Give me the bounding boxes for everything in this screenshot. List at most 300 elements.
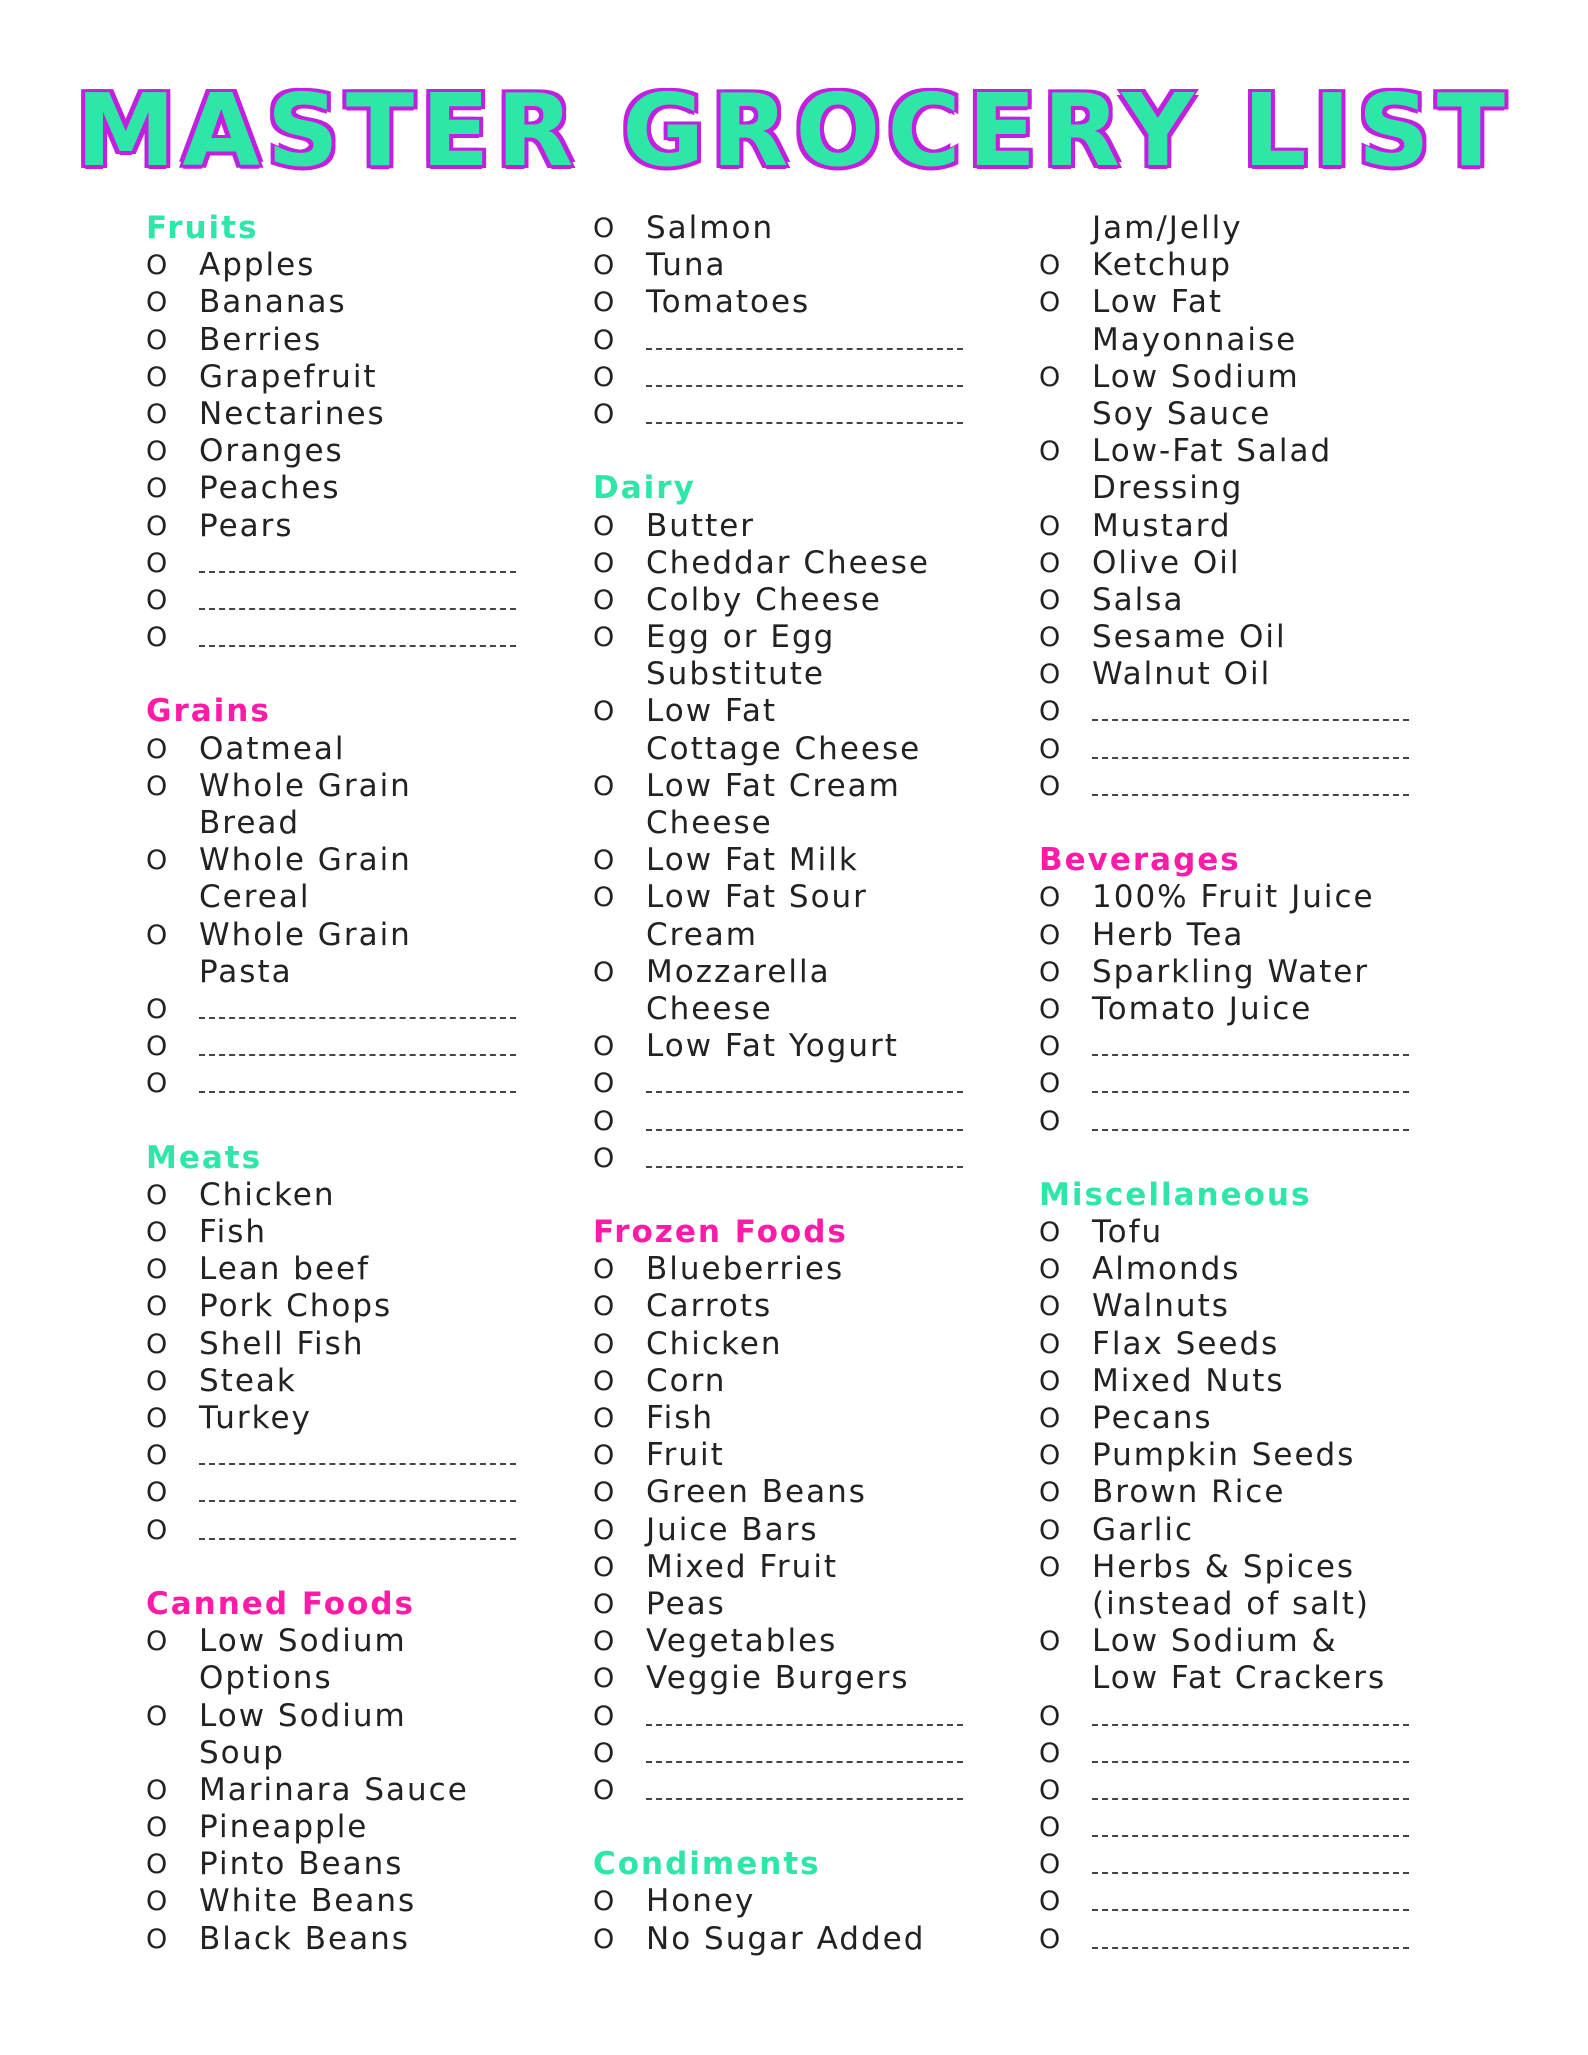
blank-entry-line [593,1065,1023,1102]
section-heading: Canned Foods [146,1585,415,1622]
list-item-label: Herb Tea [1092,916,1245,953]
write-in-blank[interactable] [646,1761,963,1763]
checkbox-circle-icon[interactable]: O [593,882,615,914]
checkbox-circle-icon[interactable]: O [593,622,615,654]
list-item-label: Steak [199,1362,297,1399]
checkbox-circle-icon[interactable]: O [1039,1365,1061,1397]
write-in-blank[interactable] [1092,1724,1409,1726]
checkbox-circle-icon[interactable]: O [1039,1923,1061,1955]
list-item [1039,991,1469,1028]
list-item-label: Chicken [199,1176,336,1213]
blank-entry-line [593,396,1023,433]
checkbox-circle-icon[interactable]: O [593,1105,615,1137]
checkbox-circle-icon[interactable]: O [1039,770,1061,802]
checkbox-circle-icon[interactable]: O [1039,1737,1061,1769]
write-in-blank[interactable] [199,571,516,573]
list-item-label: Mixed Nuts [1092,1362,1285,1399]
list-item-label: Cheddar Cheese [646,544,930,581]
checkbox-circle-icon[interactable]: O [593,1365,615,1397]
checkbox-circle-icon[interactable]: O [593,1514,615,1546]
checkbox-circle-icon[interactable]: O [146,1403,168,1434]
checkbox-circle-icon[interactable]: O [593,398,615,430]
checkbox-circle-icon[interactable]: O [593,1291,615,1323]
checkbox-circle-icon[interactable]: O [1039,1291,1061,1323]
checkbox-circle-icon[interactable]: O [1039,1328,1061,1360]
list-item-label: Corn [646,1362,727,1399]
list-item-label: Low Fat [646,693,778,730]
checkbox-circle-icon[interactable]: O [1039,547,1061,579]
checkbox-circle-icon[interactable]: O [146,1700,168,1732]
write-in-blank[interactable] [199,608,516,610]
write-in-blank[interactable] [1092,1091,1409,1093]
list-item-label: Mayonnaise [1092,321,1298,358]
checkbox-circle-icon[interactable]: O [146,1626,168,1658]
checkbox-circle-icon[interactable]: O [146,919,168,951]
blank-entry-line [146,619,576,656]
checkbox-circle-icon[interactable]: O [593,1254,615,1286]
checkbox-circle-icon[interactable]: O [1039,733,1061,765]
checkbox-circle-icon[interactable]: O [593,250,615,282]
section-spacer [146,1549,576,1586]
checkbox-circle-icon[interactable]: O [593,547,615,579]
write-in-blank[interactable] [646,385,963,387]
list-item-label: Low Sodium [199,1697,407,1734]
list-item [146,1772,576,1809]
list-item [593,1586,1023,1623]
list-item [1039,1400,1469,1437]
checkbox-circle-icon[interactable]: O [146,733,168,765]
write-in-blank[interactable] [1092,1872,1409,1874]
checkbox-circle-icon[interactable]: O [146,1923,168,1955]
blank-entry-line [593,1735,1023,1772]
section-heading: Condiments [593,1846,821,1883]
blank-entry-line [146,1437,576,1474]
checkbox-circle-icon[interactable]: O [1039,1068,1061,1100]
checkbox-circle-icon[interactable]: O [146,1179,168,1211]
list-item [593,1028,1023,1065]
list-item-label: Pecans [1092,1400,1213,1436]
list-item [1039,1288,1469,1325]
section-spacer [146,1103,576,1140]
checkbox-circle-icon[interactable]: O [593,696,615,728]
list-item-label: Veggie Burgers [646,1660,910,1697]
list-item-continuation [1039,1660,1469,1697]
section-spacer [593,433,1023,470]
list-item-continuation [1039,470,1469,507]
blank-entry-line [1039,1809,1469,1846]
write-in-blank[interactable] [1092,757,1409,759]
checkbox-circle-icon[interactable]: O [1039,1254,1061,1286]
list-item [593,1883,1023,1920]
list-item [593,954,1023,991]
checkbox-circle-icon[interactable]: O [1039,622,1061,654]
checkbox-circle-icon[interactable]: O [146,398,168,430]
checkbox-circle-icon[interactable]: O [1039,696,1061,728]
write-in-blank[interactable] [646,1166,963,1168]
list-item-label: Flax Seeds [1092,1325,1280,1362]
checkbox-circle-icon[interactable]: O [146,547,168,579]
checkbox-circle-icon[interactable]: O [1039,956,1061,988]
list-item-label: 100% Fruit Juice [1092,879,1375,916]
checkbox-circle-icon[interactable]: O [593,510,615,542]
list-item-label: Oranges [199,433,344,470]
list-item-label: Cheese [646,805,773,841]
checkbox-circle-icon[interactable]: O [146,993,168,1025]
checkbox-circle-icon[interactable]: O [1039,659,1061,691]
list-item-continuation [593,991,1023,1028]
list-item [1039,582,1469,619]
checkbox-circle-icon[interactable]: O [593,287,615,319]
write-in-blank[interactable] [1092,1947,1409,1949]
list-item [1039,545,1469,582]
list-item [593,284,1023,321]
list-item [146,1883,576,1920]
write-in-blank[interactable] [646,1798,963,1800]
list-item-label: Bread [199,805,301,841]
list-item-continuation [593,805,1023,842]
blank-entry-line [593,1772,1023,1809]
checkbox-circle-icon[interactable]: O [146,622,168,654]
list-item [1039,1474,1469,1511]
list-item [593,210,1023,247]
checkbox-circle-icon[interactable]: O [1039,1217,1061,1249]
list-item [146,1251,576,1288]
list-item-label: Marinara Sauce [199,1771,469,1808]
list-item [1039,433,1469,470]
list-item-continuation [1039,396,1469,433]
checkbox-circle-icon[interactable]: O [1039,1700,1061,1732]
list-item [1039,954,1469,991]
write-in-blank[interactable] [199,645,516,647]
checkbox-circle-icon[interactable]: O [146,1477,168,1509]
checkbox-circle-icon[interactable]: O [146,1217,168,1249]
blank-entry-line [1039,1103,1469,1140]
list-item-label: Low Fat Sour [646,879,868,916]
list-item [593,1288,1023,1325]
checkbox-circle-icon[interactable]: O [593,1403,615,1434]
list-item [146,1288,576,1325]
blank-entry-line [593,359,1023,396]
checkbox-circle-icon[interactable]: O [593,1328,615,1360]
checkbox-circle-icon[interactable]: O [1039,1403,1061,1434]
list-item [593,545,1023,582]
checkbox-circle-icon[interactable]: O [1039,919,1061,951]
list-item [146,1177,576,1214]
list-item-label: Brown Rice [1092,1474,1286,1511]
list-item-label: Fish [646,1400,714,1436]
checkbox-circle-icon[interactable]: O [593,1700,615,1732]
list-item [593,693,1023,730]
list-item-continuation [146,805,576,842]
list-item-label: Sesame Oil [1092,619,1287,656]
checkbox-circle-icon[interactable]: O [146,1886,168,1918]
blank-entry-line [593,1140,1023,1177]
list-item-label: Peas [646,1585,726,1622]
checkbox-circle-icon[interactable]: O [1039,510,1061,542]
checkbox-circle-icon[interactable]: O [593,1551,615,1583]
blank-entry-line [1039,768,1469,805]
list-item-label: Pork Chops [199,1288,393,1325]
list-item-label: Low Sodium & [1092,1623,1338,1660]
checkbox-circle-icon[interactable]: O [593,1886,615,1918]
checkbox-circle-icon[interactable]: O [146,770,168,802]
list-item [593,1623,1023,1660]
checkbox-circle-icon[interactable]: O [1039,287,1061,319]
list-item [593,619,1023,656]
list-item-continuation [146,1660,576,1697]
write-in-blank[interactable] [199,1538,516,1540]
list-column-3 [1039,210,1469,1958]
write-in-blank[interactable] [1092,1129,1409,1131]
list-item [146,508,576,545]
checkbox-circle-icon[interactable]: O [146,1254,168,1286]
checkbox-circle-icon[interactable]: O [593,770,615,802]
checkbox-circle-icon[interactable]: O [146,584,168,616]
write-in-blank[interactable] [646,1091,963,1093]
write-in-blank[interactable] [646,422,963,424]
list-item [146,470,576,507]
list-item-continuation [146,954,576,991]
list-item [593,1437,1023,1474]
list-item-label: Tomatoes [646,284,811,321]
list-item-label: Grapefruit [199,358,378,395]
write-in-blank[interactable] [199,1017,516,1019]
list-item-label: Cottage Cheese [646,730,922,767]
blank-entry-line [146,1065,576,1102]
list-item-label: Green Beans [646,1474,867,1511]
section-spacer [593,1177,1023,1214]
checkbox-circle-icon[interactable]: O [593,1588,615,1620]
checkbox-circle-icon[interactable]: O [593,324,615,356]
list-item [1039,284,1469,321]
list-item-label: Nectarines [199,395,386,432]
list-item-label: Low Sodium [199,1623,407,1660]
checkbox-circle-icon[interactable]: O [1039,1440,1061,1472]
list-item-label: Walnut Oil [1092,656,1272,693]
list-item-label: Low-Fat Salad [1092,433,1333,470]
list-item-label: Honey [646,1883,756,1920]
list-item [593,1512,1023,1549]
checkbox-circle-icon[interactable]: O [146,510,168,542]
list-item [1039,656,1469,693]
checkbox-circle-icon[interactable]: O [593,1031,615,1063]
list-item-label: Pasta [199,953,293,990]
list-item-continuation [593,731,1023,768]
list-item-label: Berries [199,321,323,358]
checkbox-circle-icon[interactable]: O [146,1365,168,1397]
list-item-label: Juice Bars [646,1511,819,1548]
checkbox-circle-icon[interactable]: O [593,213,615,244]
write-in-blank[interactable] [646,1724,963,1726]
list-item [1039,1326,1469,1363]
checkbox-circle-icon[interactable]: O [146,1440,168,1472]
write-in-blank[interactable] [1092,1798,1409,1800]
checkbox-circle-icon[interactable]: O [1039,1477,1061,1509]
list-item-label: No Sugar Added [646,1920,926,1957]
checkbox-circle-icon[interactable]: O [146,250,168,282]
blank-entry-line [1039,1921,1469,1958]
section-heading: Beverages [1039,842,1241,879]
list-item-label: Whole Grain [199,842,412,879]
section-spacer [146,656,576,693]
write-in-blank[interactable] [199,1054,516,1056]
list-item-label: Carrots [646,1288,773,1325]
checkbox-circle-icon[interactable]: O [1039,250,1061,282]
checkbox-circle-icon[interactable]: O [146,1031,168,1063]
list-item [593,1549,1023,1586]
list-item [593,1251,1023,1288]
list-item-continuation [1039,322,1469,359]
list-item-label: Mixed Fruit [646,1548,839,1585]
list-item-label: Dressing [1092,470,1244,507]
list-item-label: Colby Cheese [646,581,882,618]
list-item [146,1363,576,1400]
list-item-label: White Beans [199,1883,417,1920]
list-item [146,433,576,470]
blank-entry-line [1039,1028,1469,1065]
checkbox-circle-icon[interactable]: O [593,845,615,877]
list-item [1039,1251,1469,1288]
write-in-blank[interactable] [1092,1909,1409,1911]
checkbox-circle-icon[interactable]: O [1039,1626,1061,1658]
list-item [1039,1214,1469,1251]
list-item [146,1326,576,1363]
list-item [593,1921,1023,1958]
list-item [1039,359,1469,396]
checkbox-circle-icon[interactable]: O [146,845,168,877]
blank-entry-line [593,1698,1023,1735]
list-item [593,1660,1023,1697]
page-title: MASTER GROCERY LIST [76,72,1512,189]
list-item-label: Jam/Jelly [1092,210,1243,246]
checkbox-circle-icon[interactable]: O [1039,1514,1061,1546]
checkbox-circle-icon[interactable]: O [1039,361,1061,393]
write-in-blank[interactable] [646,1129,963,1131]
checkbox-circle-icon[interactable]: O [593,1440,615,1472]
list-item [593,1326,1023,1363]
list-item [146,247,576,284]
checkbox-circle-icon[interactable]: O [146,436,168,468]
list-item [146,322,576,359]
write-in-blank[interactable] [1092,1054,1409,1056]
checkbox-circle-icon[interactable]: O [593,1068,615,1100]
list-item [593,842,1023,879]
list-item [146,359,576,396]
checkbox-circle-icon[interactable]: O [593,1142,615,1174]
checkbox-circle-icon[interactable]: O [593,1663,615,1695]
write-in-blank[interactable] [1092,794,1409,796]
list-item [1039,247,1469,284]
checkbox-circle-icon[interactable]: O [1039,882,1061,914]
list-item-label: Soy Sauce [1092,395,1272,432]
list-item-label: Options [199,1660,333,1697]
checkbox-circle-icon[interactable]: O [146,361,168,393]
list-item-label: Sparkling Water [1092,953,1370,990]
list-item-label: Herbs & Spices [1092,1548,1356,1585]
blank-entry-line [146,1512,576,1549]
checkbox-circle-icon[interactable]: O [146,1328,168,1360]
write-in-blank[interactable] [199,1091,516,1093]
checkbox-circle-icon[interactable]: O [593,1737,615,1769]
blank-entry-line [1039,1735,1469,1772]
list-item-label: Turkey [199,1400,312,1436]
list-item-label: Shell Fish [199,1325,365,1362]
list-item-label: Walnuts [1092,1288,1230,1325]
list-item [146,396,576,433]
checkbox-circle-icon[interactable]: O [1039,436,1061,468]
write-in-blank[interactable] [1092,1835,1409,1837]
checkbox-circle-icon[interactable]: O [146,324,168,356]
list-item-label: Salmon [646,210,775,246]
checkbox-circle-icon[interactable]: O [146,1514,168,1546]
checkbox-circle-icon[interactable]: O [593,1923,615,1955]
checkbox-circle-icon[interactable]: O [146,473,168,505]
list-item [146,917,576,954]
checkbox-circle-icon[interactable]: O [593,361,615,393]
checkbox-circle-icon[interactable]: O [593,584,615,616]
list-item [1039,1363,1469,1400]
checkbox-circle-icon[interactable]: O [593,956,615,988]
write-in-blank[interactable] [646,348,963,350]
section-heading: Dairy [593,470,696,507]
list-column-1 [146,210,576,1958]
list-item-label: Cheese [646,990,773,1027]
list-item-label: Blueberries [646,1251,845,1288]
checkbox-circle-icon[interactable]: O [1039,1849,1061,1881]
blank-entry-line [146,1028,576,1065]
list-item-label: Pinto Beans [199,1846,404,1883]
checkbox-circle-icon[interactable]: O [146,287,168,319]
write-in-blank[interactable] [1092,719,1409,721]
list-item-label: Low Sodium [1092,358,1300,395]
list-item-label: Whole Grain [199,767,412,804]
section-spacer [1039,805,1469,842]
checkbox-circle-icon[interactable]: O [1039,1812,1061,1844]
list-item-label: Ketchup [1092,247,1233,284]
checkbox-circle-icon[interactable]: O [146,1291,168,1323]
checkbox-circle-icon[interactable]: O [146,1849,168,1881]
checkbox-circle-icon[interactable]: O [1039,1886,1061,1918]
checkbox-circle-icon[interactable]: O [146,1068,168,1100]
write-in-blank[interactable] [199,1463,516,1465]
blank-entry-line [146,1474,576,1511]
list-item [1039,619,1469,656]
list-item-label: Vegetables [646,1623,838,1660]
checkbox-circle-icon[interactable]: O [593,1477,615,1509]
checkbox-circle-icon[interactable]: O [1039,1551,1061,1583]
checkbox-circle-icon[interactable]: O [593,1774,615,1806]
checkbox-circle-icon[interactable]: O [1039,993,1061,1025]
list-item [146,731,576,768]
checkbox-circle-icon[interactable]: O [1039,1105,1061,1137]
write-in-blank[interactable] [1092,1761,1409,1763]
checkbox-circle-icon[interactable]: O [1039,584,1061,616]
checkbox-circle-icon[interactable]: O [593,1626,615,1658]
list-item-label: Substitute [646,656,825,693]
checkbox-circle-icon[interactable]: O [146,1774,168,1806]
list-item-continuation [1039,210,1469,247]
write-in-blank[interactable] [199,1500,516,1502]
list-item [1039,917,1469,954]
list-item-label: Fish [199,1214,267,1251]
checkbox-circle-icon[interactable]: O [146,1812,168,1844]
list-item-continuation [146,1735,576,1772]
list-item-label: Tofu [1092,1214,1164,1251]
blank-entry-line [146,991,576,1028]
checkbox-circle-icon[interactable]: O [1039,1031,1061,1063]
list-item [1039,1623,1469,1660]
checkbox-circle-icon[interactable]: O [1039,1774,1061,1806]
